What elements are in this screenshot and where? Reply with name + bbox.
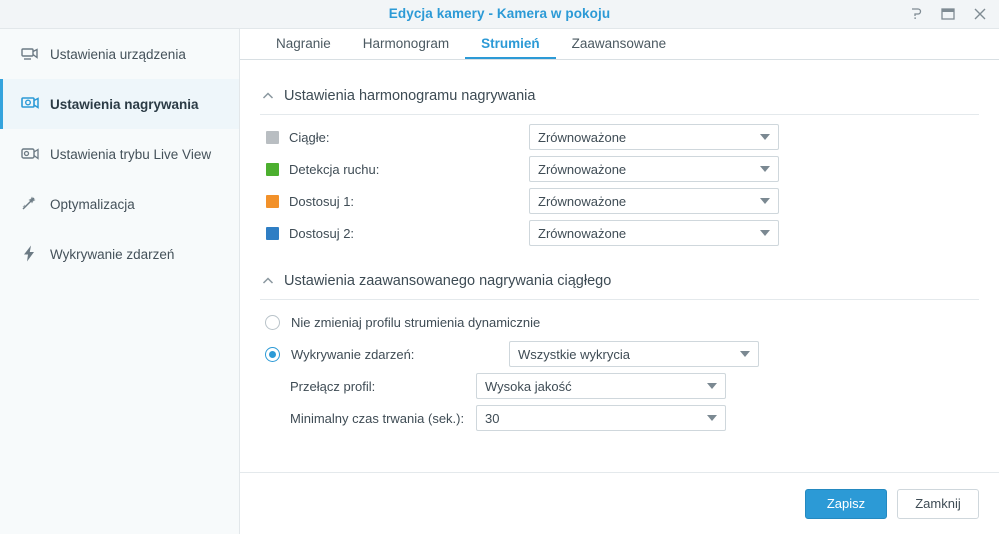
optimize-icon [18, 192, 42, 216]
schedule-row-label: Dostosuj 1: [289, 193, 355, 209]
chevron-down-icon [760, 198, 770, 204]
schedule-row-motion [260, 153, 979, 185]
event-icon [18, 242, 42, 266]
schedule-row-custom2 [260, 217, 979, 249]
sidebar-item-optimization[interactable] [0, 179, 239, 229]
schedule-profile-select-custom1[interactable] [529, 188, 779, 214]
profile-switch-label: Przełącz profil: [290, 378, 376, 394]
content-area [240, 29, 999, 534]
sidebar-item-label: Ustawienia urządzenia [50, 46, 186, 62]
select-value: Zrównoważone [538, 193, 627, 209]
chevron-down-icon [740, 351, 750, 357]
radio-event-detection[interactable] [265, 347, 280, 362]
tab-nagranie[interactable]: Nagranie [276, 36, 331, 51]
page-title: Edycja kamery - Kamera w pokoju [388, 6, 611, 21]
sidebar-item-device-settings[interactable] [0, 29, 239, 79]
schedule-profile-select-motion[interactable] [529, 156, 779, 182]
device-icon [18, 42, 42, 66]
schedule-profile-select-continuous[interactable] [529, 124, 779, 150]
sidebar-item-event-detection[interactable] [0, 229, 239, 279]
section-advanced-header[interactable] [260, 267, 979, 295]
tab-bar [240, 29, 999, 60]
select-value: Wszystkie wykrycia [518, 346, 630, 362]
window-controls [907, 5, 989, 23]
min-duration-row [260, 402, 979, 434]
section-schedule-header[interactable] [260, 82, 979, 110]
color-swatch-motion [266, 163, 279, 176]
color-swatch-custom2 [266, 227, 279, 240]
sidebar-item-recording-settings[interactable] [0, 79, 239, 129]
option-event-detection[interactable] [260, 338, 979, 370]
select-value: Zrównoważone [538, 225, 627, 241]
schedule-row-label: Dostosuj 2: [289, 225, 355, 241]
min-duration-select[interactable] [476, 405, 726, 431]
close-button[interactable]: Zamknij [897, 489, 979, 519]
option-label: Nie zmieniaj profilu strumienia dynamicznie [291, 314, 541, 330]
chevron-up-icon [260, 88, 276, 104]
chevron-down-icon [760, 134, 770, 140]
radio-no-dynamic-change[interactable] [265, 315, 280, 330]
section-advanced-title: Ustawienia zaawansowanego nagrywania ciągłego [284, 273, 612, 289]
sidebar-item-live-view-settings[interactable] [0, 129, 239, 179]
sidebar-item-label: Optymalizacja [50, 196, 135, 212]
schedule-row-label: Ciągłe: [289, 129, 330, 145]
sidebar [0, 29, 240, 534]
select-value: 30 [485, 410, 500, 426]
tab-strumien[interactable]: Strumień [465, 29, 556, 59]
chevron-down-icon [707, 415, 717, 421]
select-value: Zrównoważone [538, 161, 627, 177]
chevron-down-icon [707, 383, 717, 389]
color-swatch-custom1 [266, 195, 279, 208]
save-button[interactable]: Zapisz [805, 489, 887, 519]
close-icon[interactable] [971, 5, 989, 23]
chevron-down-icon [760, 166, 770, 172]
tab-zaawansowane[interactable]: Zaawansowane [571, 36, 667, 51]
stream-panel [240, 60, 999, 503]
recording-icon [18, 92, 42, 116]
profile-switch-select[interactable] [476, 373, 726, 399]
select-value: Zrównoważone [538, 129, 627, 145]
schedule-profile-select-custom2[interactable] [529, 220, 779, 246]
option-no-dynamic-change[interactable] [260, 306, 979, 338]
schedule-row-continuous [260, 121, 979, 153]
footer-bar [240, 472, 999, 534]
minimize-icon[interactable] [939, 5, 957, 23]
help-icon[interactable] [907, 5, 925, 23]
tab-harmonogram[interactable]: Harmonogram [362, 36, 450, 51]
event-detection-select[interactable] [509, 341, 759, 367]
sidebar-item-label: Wykrywanie zdarzeń [50, 246, 175, 262]
schedule-row-custom1 [260, 185, 979, 217]
min-duration-label: Minimalny czas trwania (sek.): [290, 410, 465, 426]
color-swatch-continuous [266, 131, 279, 144]
section-schedule-title: Ustawienia harmonogramu nagrywania [284, 88, 536, 104]
sidebar-item-label: Ustawienia nagrywania [50, 96, 199, 112]
title-bar [0, 0, 999, 29]
profile-switch-row [260, 370, 979, 402]
chevron-down-icon [760, 230, 770, 236]
schedule-row-label: Detekcja ruchu: [289, 161, 380, 177]
select-value: Wysoka jakość [485, 378, 572, 394]
section-divider [260, 299, 979, 300]
sidebar-item-label: Ustawienia trybu Live View [50, 146, 212, 162]
option-label: Wykrywanie zdarzeń: [291, 346, 415, 362]
section-divider [260, 114, 979, 115]
chevron-up-icon [260, 273, 276, 289]
liveview-icon [18, 142, 42, 166]
